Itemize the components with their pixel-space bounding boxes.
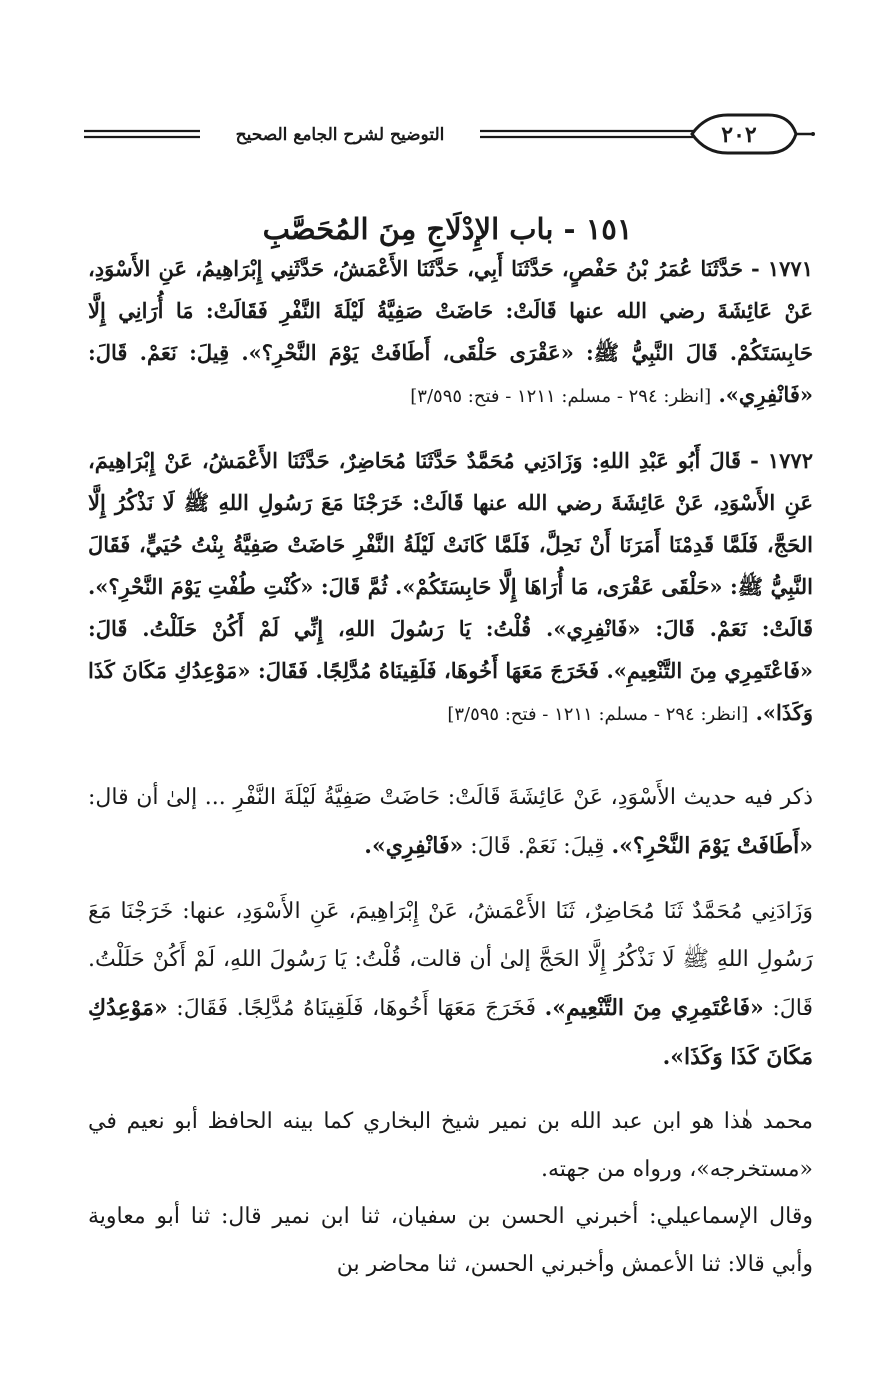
hadith-1772-reference: [انظر: ٢٩٤ - مسلم: ١٢١١ - فتح: ٣/٥٩٥]: [447, 704, 749, 725]
commentary-paragraph-2: [88, 888, 813, 1082]
commentary-1-quote-1: «أَطَافَتْ يَوْمَ النَّحْرِ؟».: [611, 833, 813, 859]
hadith-1771-reference: [انظر: ٢٩٤ - مسلم: ١٢١١ - فتح: ٣/٥٩٥]: [410, 386, 712, 407]
chapter-heading: ١٥١ - باب الإِدْلَاجِ مِنَ المُحَصَّبِ: [262, 212, 633, 247]
running-header: [80, 112, 815, 158]
commentary-2-quote-1: «فَاعْتَمِرِي مِنَ التَّنْعِيمِ».: [544, 995, 764, 1021]
hadith-1772-text: ١٧٧٢ - قَالَ أَبُو عَبْدِ اللهِ: وَزَادَنِي مُحَمَّدٌ حَدَّثَنَا مُحَاضِرٌ، حَدَّثَنَا الأَعْمَشُ، عَنْ إِبْرَاهِيمَ، عَنِ الأَسْوَدِ، عَنْ عَائِشَةَ رضي الله عنها قَالَتْ: خَرَجْنَا مَعَ رَسُولِ اللهِ ﷺ لَا نَذْكُرُ إِلَّا الحَجَّ، فَلَمَّا قَدِمْنَا أَمَرَنَا أَنْ نَحِلَّ، فَلَمَّا كَانَتْ لَيْلَةُ النَّفْرِ حَاضَتْ صَفِيَّةُ بِنْتُ حُيَيٍّ، فَقَالَ النَّبِيُّ ﷺ: «حَلْقَى عَقْرَى، مَا أُرَاهَا إِلَّا حَابِسَتَكُمْ». ثُمَّ قَالَ: «كُنْتِ طُفْتِ يَوْمَ النَّحْرِ؟». قَالَتْ: نَعَمْ. قَالَ: «فَانْفِرِي». قُلْتُ: يَا رَسُولَ اللهِ، إِنِّي لَمْ أَكُنْ حَلَلْتُ. قَالَ: «فَاعْتَمِرِي مِنَ التَّنْعِيمِ». فَخَرَجَ مَعَهَا أَخُوهَا، فَلَقِينَاهُ مُدَّلِجًا. فَقَالَ: «مَوْعِدُكِ مَكَانَ كَذَا وَكَذَا».: [88, 448, 813, 725]
hadith-1771: [88, 248, 813, 418]
commentary-1-mid: قِيلَ: نَعَمْ. قَالَ:: [470, 834, 605, 859]
hadith-1771-text: ١٧٧١ - حَدَّثَنَا عُمَرُ بْنُ حَفْصٍ، حَدَّثَنَا أَبِي، حَدَّثَنَا الأَعْمَشُ، حَدَّثَنِي إِبْرَاهِيمُ، عَنِ الأَسْوَدِ، عَنْ عَائِشَةَ رضي الله عنها قَالَتْ: حَاضَتْ صَفِيَّةُ لَيْلَةَ النَّفْرِ فَقَالَتْ: مَا أُرَانِي إِلَّا حَابِسَتَكُمْ. قَالَ النَّبِيُّ ﷺ: «عَقْرَى حَلْقَى، أَطَافَتْ يَوْمَ النَّحْرِ؟». قِيلَ: نَعَمْ. قَالَ: «فَانْفِرِي».: [88, 256, 813, 407]
commentary-paragraph-3: محمد هٰذا هو ابن عبد الله بن نمير شيخ البخاري كما بينه الحافظ أبو نعيم في «مستخرجه»، ورواه من جهته.: [88, 1109, 813, 1182]
commentary-2-quote-2: «مَوْعِدُكِ مَكَانَ كَذَا وَكَذَا».: [88, 995, 813, 1070]
page-number: ٢٠٢: [721, 122, 757, 148]
book-title: التوضيح لشرح الجامع الصحيح: [200, 122, 480, 148]
commentary-1-quote-2: «فَانْفِرِي».: [364, 833, 464, 859]
commentary-paragraph-4: وقال الإسماعيلي: أخبرني الحسن بن سفيان، ثنا ابن نمير قال: ثنا أبو معاوية وأبي قالا: ثنا الأعمش وأخبرني الحسن، ثنا محاضر بن: [88, 1204, 813, 1277]
commentary-2-mid: فَخَرَجَ مَعَهَا أَخُوهَا، فَلَقِينَاهُ مُدَّلِجًا. فَقَالَ:: [176, 996, 537, 1021]
hadith-1772: [88, 440, 813, 736]
commentary-2-lead: وَزَادَنِي مُحَمَّدٌ ثَنَا مُحَاضِرٌ، ثَنَا الأَعْمَشُ، عَنْ إِبْرَاهِيمَ، عَنِ الأَسْوَدِ، عنها: خَرَجْنَا مَعَ رَسُولِ اللهِ ﷺ لَا نَذْكُرُ إِلَّا الحَجَّ إلىٰ أن قالت، قُلْتُ: يَا رَسُولَ اللهِ، لَمْ أَكُنْ حَلَلْتُ. قَالَ:: [88, 899, 814, 1021]
commentary-1-lead: ذكر فيه حديث الأَسْوَدِ، عَنْ عَائِشَةَ قَالَتْ: حَاضَتْ صَفِيَّةُ لَيْلَةَ النَّفْرِ ... إلىٰ أن قال:: [88, 785, 813, 810]
commentary-paragraph-1: [88, 774, 813, 871]
